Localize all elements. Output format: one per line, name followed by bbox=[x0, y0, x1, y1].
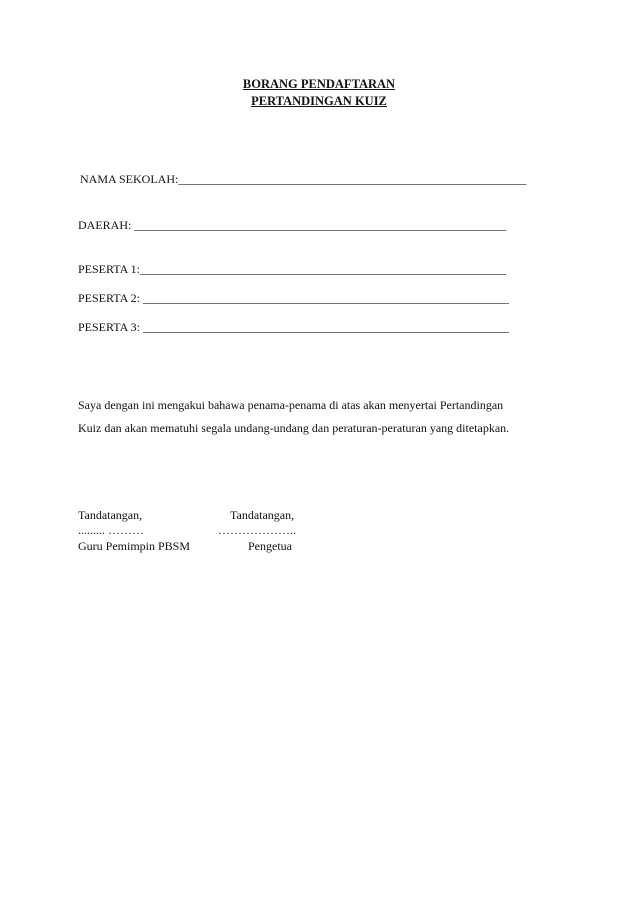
field-nama-sekolah: NAMA SEKOLAH:__________________________________________________________ bbox=[80, 172, 527, 186]
form-title-line-1: BORANG PENDAFTARAN bbox=[242, 77, 396, 91]
declaration-line-1: Saya dengan ini mengakui bahawa penama-penama di atas akan menyertai Pertandingan bbox=[78, 398, 504, 412]
field-daerah: DAERAH: ______________________________________________________________ bbox=[78, 218, 507, 232]
field-peserta-1: PESERTA 1:_____________________________________________________________ bbox=[78, 262, 506, 276]
form-title-line-2: PERTANDINGAN KUIZ bbox=[251, 94, 387, 108]
field-peserta-3: PESERTA 3: _____________________________________________________________ bbox=[78, 320, 509, 334]
signature-left-dots: ......... ……… bbox=[78, 523, 144, 537]
signature-right-label: Tandatangan, bbox=[230, 508, 295, 522]
declaration-text bbox=[78, 394, 578, 440]
signature-left-label: Tandatangan, bbox=[78, 508, 143, 522]
signature-right-dots: ……………….. bbox=[218, 523, 296, 537]
signature-right-role: Pengetua bbox=[248, 539, 292, 553]
declaration-line-2: Kuiz dan akan mematuhi segala undang-undang dan peraturan-peraturan yang ditetapkan. bbox=[78, 421, 510, 435]
signature-left-role: Guru Pemimpin PBSM bbox=[78, 539, 191, 553]
field-peserta-2: PESERTA 2: _____________________________________________________________ bbox=[78, 291, 509, 305]
